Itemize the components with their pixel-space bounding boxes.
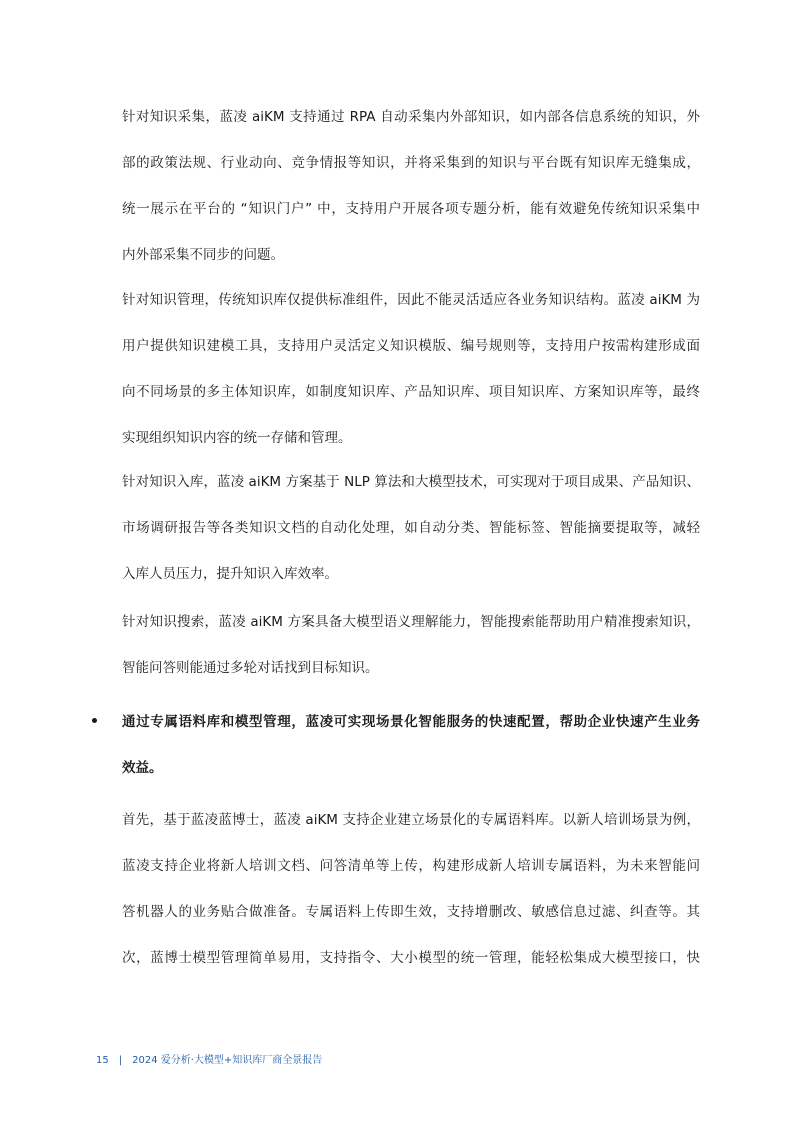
report-title: 2024 爱分析·大模型+知识库厂商全景报告 [132, 1055, 323, 1066]
text-line: 针对知识入库，蓝凌 aiKM 方案基于 NLP 算法和大模型技术，可实现对于项目成果、产品知识、 [122, 474, 700, 490]
paragraph-knowledge-collection [122, 107, 700, 291]
text-line: 智能问答则能通过多轮对话找到目标知识。 [122, 660, 379, 676]
text-line: 效益。 [122, 760, 163, 776]
text-line: 针对知识搜索，蓝凌 aiKM 方案具备大模型语义理解能力，智能搜索能帮助用户精准搜索知识， [122, 614, 700, 630]
paragraph-knowledge-ingestion [122, 472, 700, 610]
text-line: 入库人员压力，提升知识入库效率。 [122, 566, 338, 582]
text-line: 蓝凌支持企业将新人培训文档、问答清单等上传，构建形成新人培训专属语料，为未来智能问 [122, 858, 700, 874]
paragraph-corpus-library [122, 810, 700, 994]
bullet-dot-icon [92, 718, 97, 723]
paragraph-knowledge-management [122, 290, 700, 474]
text-line: 向不同场景的多主体知识库，如制度知识库、产品知识库、项目知识库、方案知识库等，最终 [122, 384, 700, 400]
text-line: 实现组织知识内容的统一存储和管理。 [122, 430, 352, 446]
text-line: 首先，基于蓝凌蓝博士，蓝凌 aiKM 支持企业建立场景化的专属语料库。以新人培训场景为例， [122, 812, 700, 828]
text-line: 次，蓝博士模型管理简单易用，支持指令、大小模型的统一管理，能轻松集成大模型接口，快 [122, 950, 700, 966]
page-footer [96, 1051, 322, 1066]
text-line: 内外部采集不同步的问题。 [122, 247, 284, 263]
text-line: 用户提供知识建模工具，支持用户灵活定义知识模版、编号规则等，支持用户按需构建形成面 [122, 338, 700, 354]
text-line: 针对知识采集，蓝凌 aiKM 支持通过 RPA 自动采集内外部知识，如内部各信息系统的知识，外 [122, 109, 700, 125]
text-line: 针对知识管理，传统知识库仅提供标准组件，因此不能灵活适应各业务知识结构。蓝凌 aiKM 为 [122, 292, 700, 308]
paragraph-knowledge-search [122, 612, 700, 704]
text-line: 市场调研报告等各类知识文档的自动化处理，如自动分类、智能标签、智能摘要提取等，减轻 [122, 520, 700, 536]
text-line: 答机器人的业务贴合做准备。专属语料上传即生效，支持增删改、敏感信息过滤、纠查等。其 [122, 904, 700, 920]
bullet-text [122, 712, 700, 804]
text-line: 统一展示在平台的 “知识门户” 中，支持用户开展各项专题分析，能有效避免传统知识采集中 [122, 201, 700, 217]
page-number: 15 [96, 1055, 109, 1066]
footer-separator: | [118, 1055, 123, 1066]
text-line: 部的政策法规、行业动向、竞争情报等知识，并将采集到的知识与平台既有知识库无缝集成， [122, 155, 700, 171]
text-line: 通过专属语料库和模型管理，蓝凌可实现场景化智能服务的快速配置，帮助企业快速产生业务 [122, 714, 700, 730]
